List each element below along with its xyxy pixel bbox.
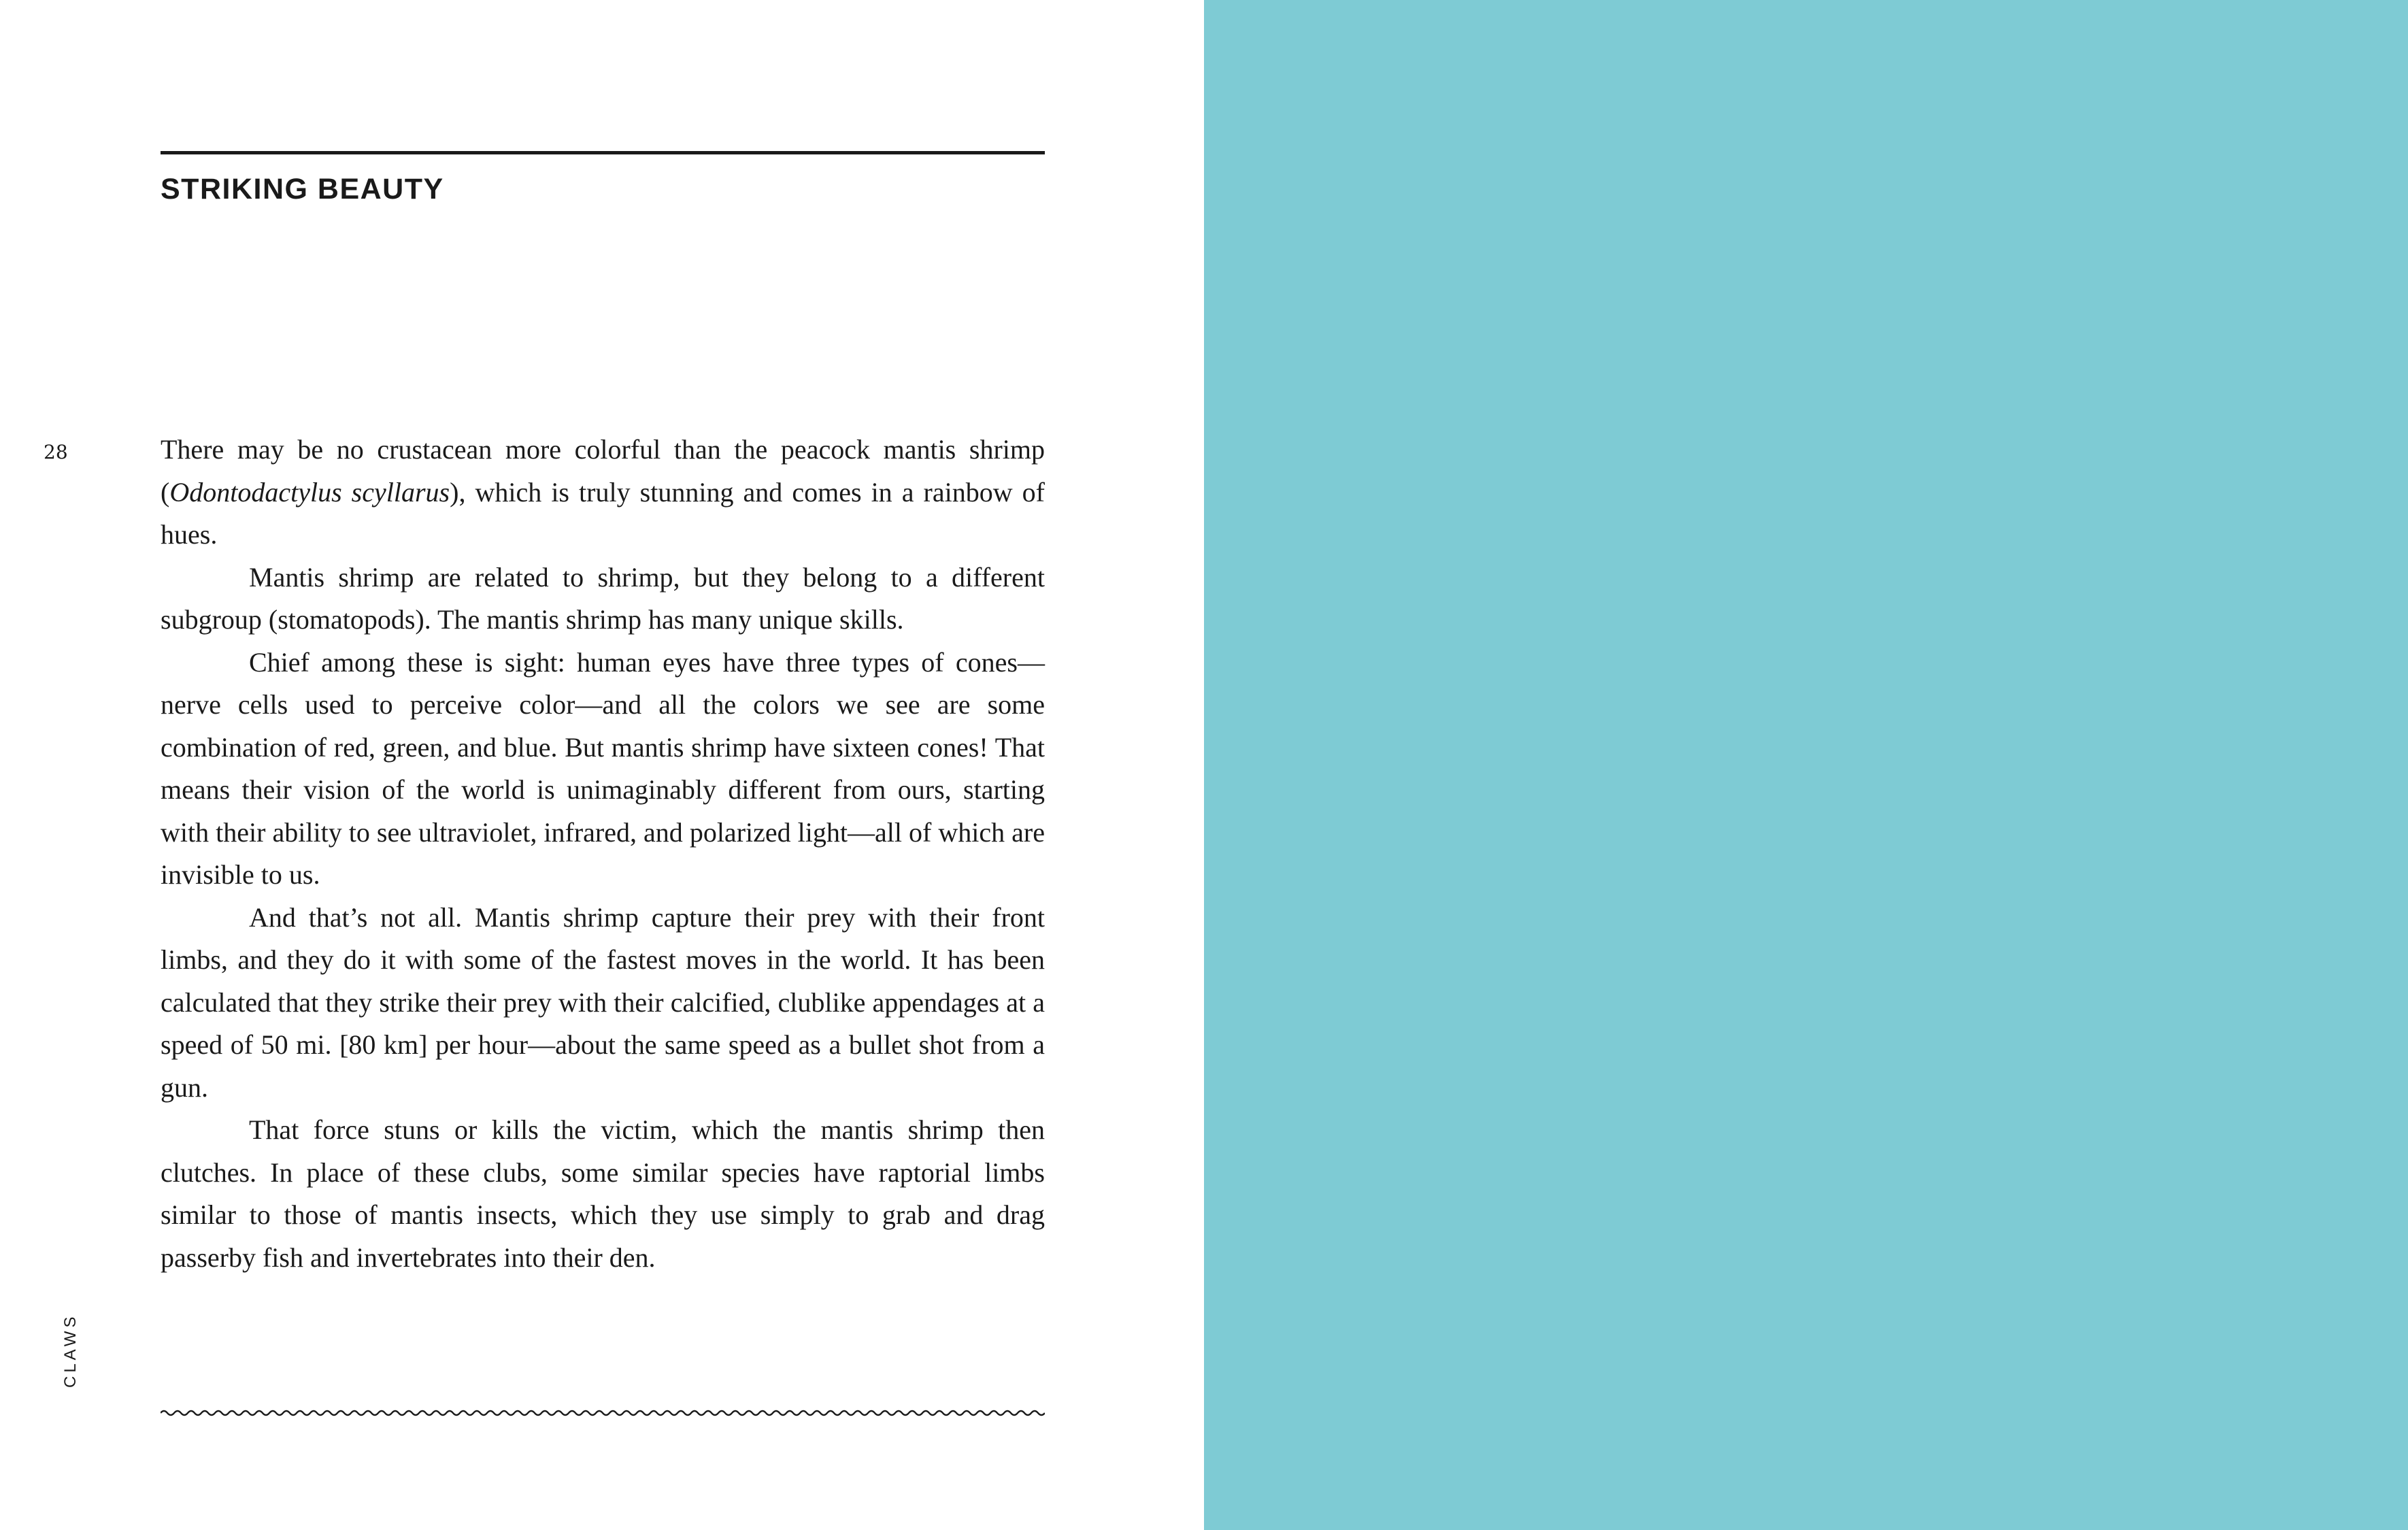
paragraph-3: Chief among these is sight: human eyes have three types of cones—nerve cells used to perceive color—and all the colors we see are some combination of red, green, and blue. But mantis shrimp have sixteen cones! That means their vision of the world is unimaginably different from ours, starting with their ability to see ultraviolet, infrared, and polarized light—all of which are invisible to us. [161,646,1045,890]
chapter-label: CLAWS [61,1313,80,1388]
wavy-divider [161,1407,1045,1419]
body-text [161,429,1045,1279]
page-heading: STRIKING BEAUTY [161,173,444,205]
page-number-left: 28 [44,441,68,463]
paragraph-5: That force stuns or kills the victim, which the mantis shrimp then clutches. In place of these clubs, some similar species have raptorial limbs similar to those of mantis insects, which they use simply to grab and drag passerby fish and invertebrates into their den. [161,1114,1045,1273]
right-page [1204,0,2408,1530]
paragraph-2: Mantis shrimp are related to shrimp, but they belong to a different subgroup (stomatopods). The mantis shrimp has many unique skills. [161,561,1045,635]
species-name-italic: Odontodactylus scyllarus [169,476,450,508]
paragraph-4: And that’s not all. Mantis shrimp capture their prey with their front limbs, and they do it with some of the fastest moves in the world. It has been calculated that they strike their prey with their calcified, clublike appendages at a speed of 50 mi. [80 km] per hour—about the same speed as a bullet shot from a gun. [161,901,1045,1103]
heading-rule [161,151,1045,154]
paragraph-1: There may be no crustacean more colorful than the peacock mantis shrimp (Odontodactylus scyllarus), which is truly stunning and comes in a rainbow of hues. [161,434,1046,550]
